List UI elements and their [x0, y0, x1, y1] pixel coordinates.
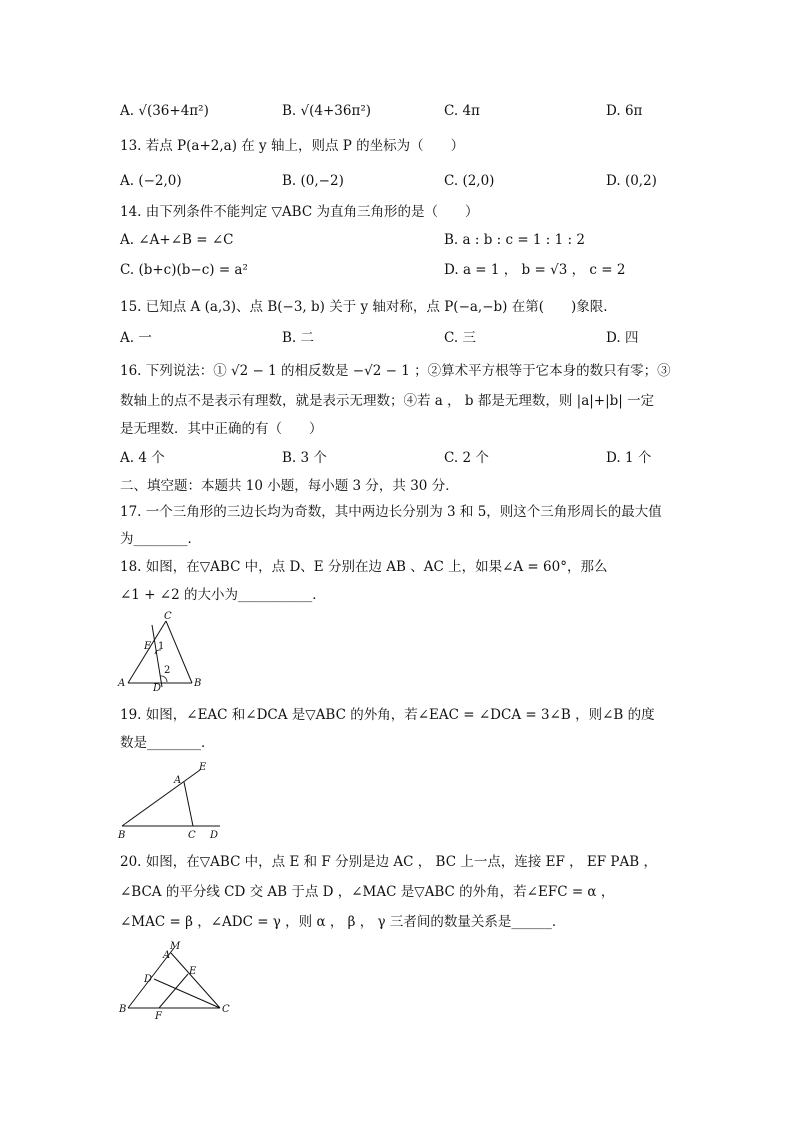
- q15-option-b: B. 二: [282, 330, 315, 346]
- q18-label-2: 2: [164, 665, 171, 676]
- q20-label-c: C: [222, 1004, 230, 1015]
- q19-label-b: B: [118, 830, 126, 841]
- q20-label-d: D: [144, 974, 153, 985]
- q12-option-a: A. √(36+4π²): [120, 103, 209, 119]
- section-2-heading: 二、填空题：本题共 10 小题，每小题 3 分，共 30 分．: [120, 478, 459, 494]
- q15-option-a: A. 一: [120, 330, 152, 346]
- q18-label-a: A: [118, 678, 126, 689]
- q20-line-cd: [154, 979, 220, 1008]
- q12-option-d: D. 6π: [606, 103, 643, 119]
- q19-label-c: C: [188, 830, 196, 841]
- q18-label-b: B: [194, 678, 202, 689]
- q16-option-b: B. 3 个: [282, 450, 327, 466]
- q16-option-d: D. 1 个: [606, 450, 652, 466]
- q20-line-1: 20. 如图，在▽ABC 中，点 E 和 F 分别是边 AC ， BC 上一点，连接 EF ， EF ΡAB ，: [120, 854, 657, 870]
- q20-label-e: E: [189, 966, 197, 977]
- q14-option-a: A. ∠A+∠B = ∠C: [120, 232, 234, 248]
- q15-option-c: C. 三: [444, 330, 476, 346]
- q14-option-c: C. (b+c)(b−c) = a²: [120, 262, 248, 278]
- q15-stem: 15. 已知点 A (a,3)、点 B(−3, b) 关于 y 轴对称，点 P(−a,−b) 在第( )象限.: [120, 299, 608, 315]
- q19-line-be: [122, 770, 200, 826]
- q13-stem: 13. 若点 P(a+2,a) 在 y 轴上，则点 P 的坐标为（ ）: [120, 138, 465, 154]
- q16-stem-line-1: 16. 下列说法：① √2 − 1 的相反数是 −√2 − 1 ；②算术平方根等于它本身的数只有零；③: [120, 363, 671, 379]
- q20-label-f: F: [155, 1011, 162, 1022]
- q16-stem-line-3: 是无理数．其中正确的有（ ）: [120, 421, 323, 437]
- q16-stem-line-2: 数轴上的点不是表示有理数，就是表示无理数；④若 a ， b 都是无理数，则 |a|+|b| 一定: [120, 393, 655, 409]
- q13-option-d: D. (0,2): [606, 173, 657, 189]
- q19-line-1: 19. 如图，∠EAC 和∠DCA 是▽ABC 的外角，若∠EAC = ∠DCA = 3∠B ，则∠B 的度: [120, 707, 655, 723]
- q19-label-e: E: [199, 762, 207, 773]
- q12-option-c: C. 4π: [444, 103, 480, 119]
- q20-label-m: M: [170, 941, 181, 952]
- q18-label-c: C: [164, 611, 172, 622]
- q19-line-2: 数是________．: [120, 735, 215, 751]
- q20-line-3: ∠MAC = β ，∠ADC = γ ，则 α ， β ， γ 三者间的数量关系是______．: [120, 914, 566, 930]
- q20-label-a: A: [163, 950, 171, 961]
- q18-line-de: [152, 625, 165, 687]
- q13-option-c: C. (2,0): [444, 173, 495, 189]
- q20-figure: [116, 938, 236, 1022]
- q16-option-c: C. 2 个: [444, 450, 489, 466]
- q19-label-d: D: [210, 830, 219, 841]
- q20-label-b: B: [119, 1004, 127, 1015]
- q19-label-a: A: [174, 775, 182, 786]
- q12-option-b: B. √(4+36π²): [282, 103, 372, 119]
- q13-option-b: B. (0,−2): [282, 173, 344, 189]
- q18-label-e: E: [144, 641, 152, 652]
- q14-stem: 14. 由下列条件不能判定 ▽ABC 为直角三角形的是（ ）: [120, 204, 479, 220]
- q20-side-ac: [171, 953, 220, 1008]
- q20-line-ef: [159, 974, 188, 1008]
- q19-side-ac: [184, 782, 193, 826]
- q17-line-1: 17. 一个三角形的三边长均为奇数，其中两边长分别为 3 和 5，则这个三角形周长的最大值: [120, 504, 662, 520]
- q18-line-2: ∠1 + ∠2 的大小为___________．: [120, 587, 326, 603]
- q18-line-1: 18. 如图，在▽ABC 中，点 D、E 分别在边 AB 、AC 上，如果∠A = 60°，那么: [120, 559, 608, 575]
- q18-label-1: 1: [158, 641, 165, 652]
- q15-option-d: D. 四: [606, 330, 639, 346]
- q20-line-2: ∠BCA 的平分线 CD 交 AB 于点 D ，∠MAC 是▽ABC 的外角，若∠EFC = α ，: [120, 884, 615, 900]
- q16-option-a: A. 4 个: [120, 450, 165, 466]
- q14-option-d: D. a = 1 ， b = √3 ， c = 2: [444, 262, 626, 278]
- q13-option-a: A. (−2,0): [120, 173, 182, 189]
- q14-option-b: B. a : b : c = 1 : 1 : 2: [444, 232, 585, 248]
- q18-figure: [116, 610, 208, 692]
- q17-line-2: 为________．: [120, 531, 201, 547]
- q18-label-d: D: [153, 683, 162, 692]
- q19-figure: [116, 758, 228, 842]
